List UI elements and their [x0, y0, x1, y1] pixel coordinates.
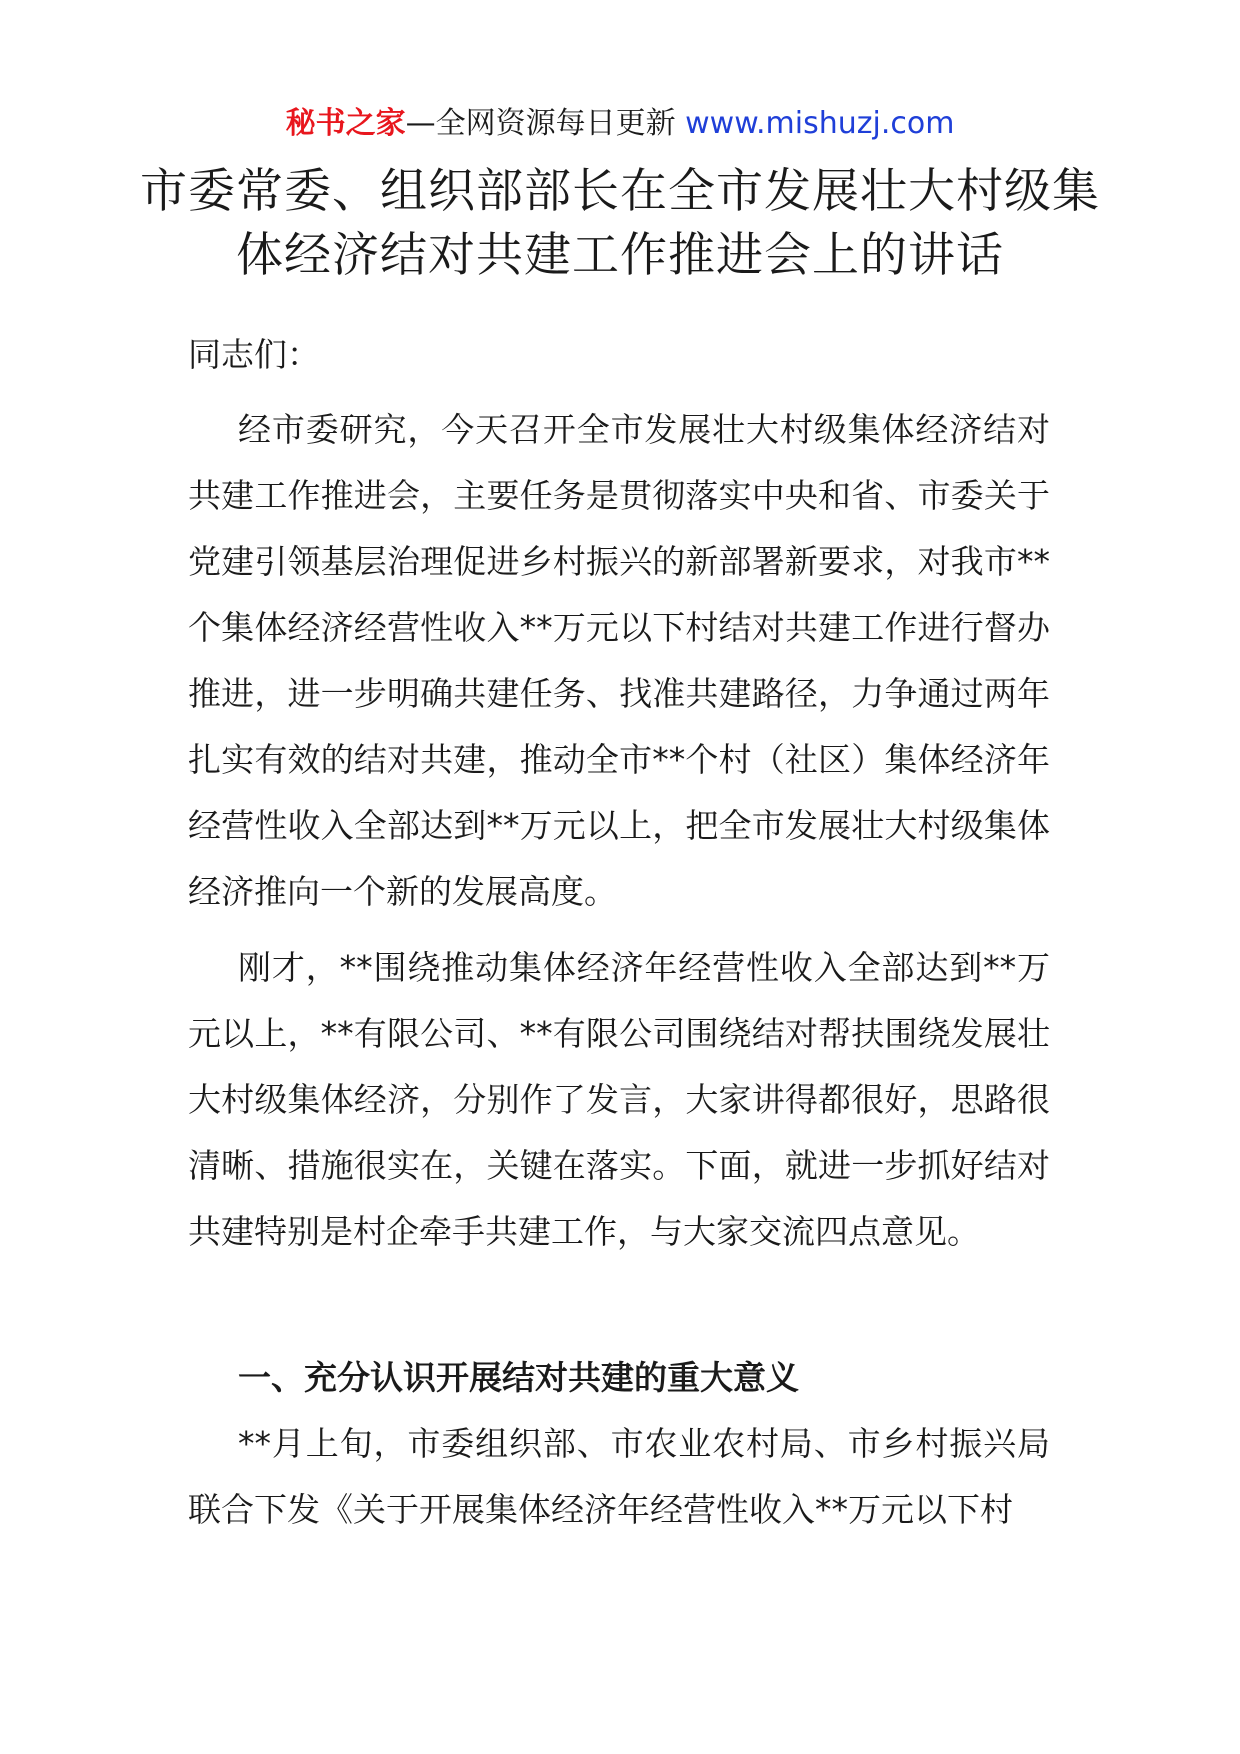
document-title: 市委常委、组织部部长在全市发展壮大村级集体经济结对共建工作推进会上的讲话: [140, 164, 1100, 283]
section-heading-1: 一、充分认识开展结对共建的重大意义: [238, 1358, 799, 1397]
paragraph-2: 刚才，**围绕推动集体经济年经营性收入全部达到**万元以上，**有限公司、**有限公司围绕结对帮扶围绕发展壮大村级集体经济，分别作了发言，大家讲得都很好，思路很清晰、措施很实在，关键在落实。下面，就进一步抓好结对共建特别是村企牵手共建工作，与大家交流四点意见。: [188, 948, 1050, 1251]
site-header: [0, 104, 1240, 144]
paragraph-1: 经市委研究，今天召开全市发展壮大村级集体经济结对共建工作推进会，主要任务是贯彻落实中央和省、市委关于党建引领基层治理促进乡村振兴的新部署新要求，对我市**个集体经济经营性收入**万元以下村结对共建工作进行督办推进，进一步明确共建任务、找准共建路径，力争通过两年扎实有效的结对共建，推动全市**个村（社区）集体经济年经营性收入全部达到**万元以上，把全市发展壮大村级集体经济推向一个新的发展高度。: [188, 410, 1050, 911]
brand-name: 秘书之家: [285, 106, 406, 141]
salutation: 同志们：: [188, 335, 320, 374]
site-url-link[interactable]: www.mishuzj.com: [685, 106, 955, 141]
header-tagline: —全网资源每日更新: [405, 106, 686, 141]
paragraph-3: **月上旬，市委组织部、市农业农村局、市乡村振兴局联合下发《关于开展集体经济年经营性收入**万元以下村: [188, 1424, 1050, 1529]
